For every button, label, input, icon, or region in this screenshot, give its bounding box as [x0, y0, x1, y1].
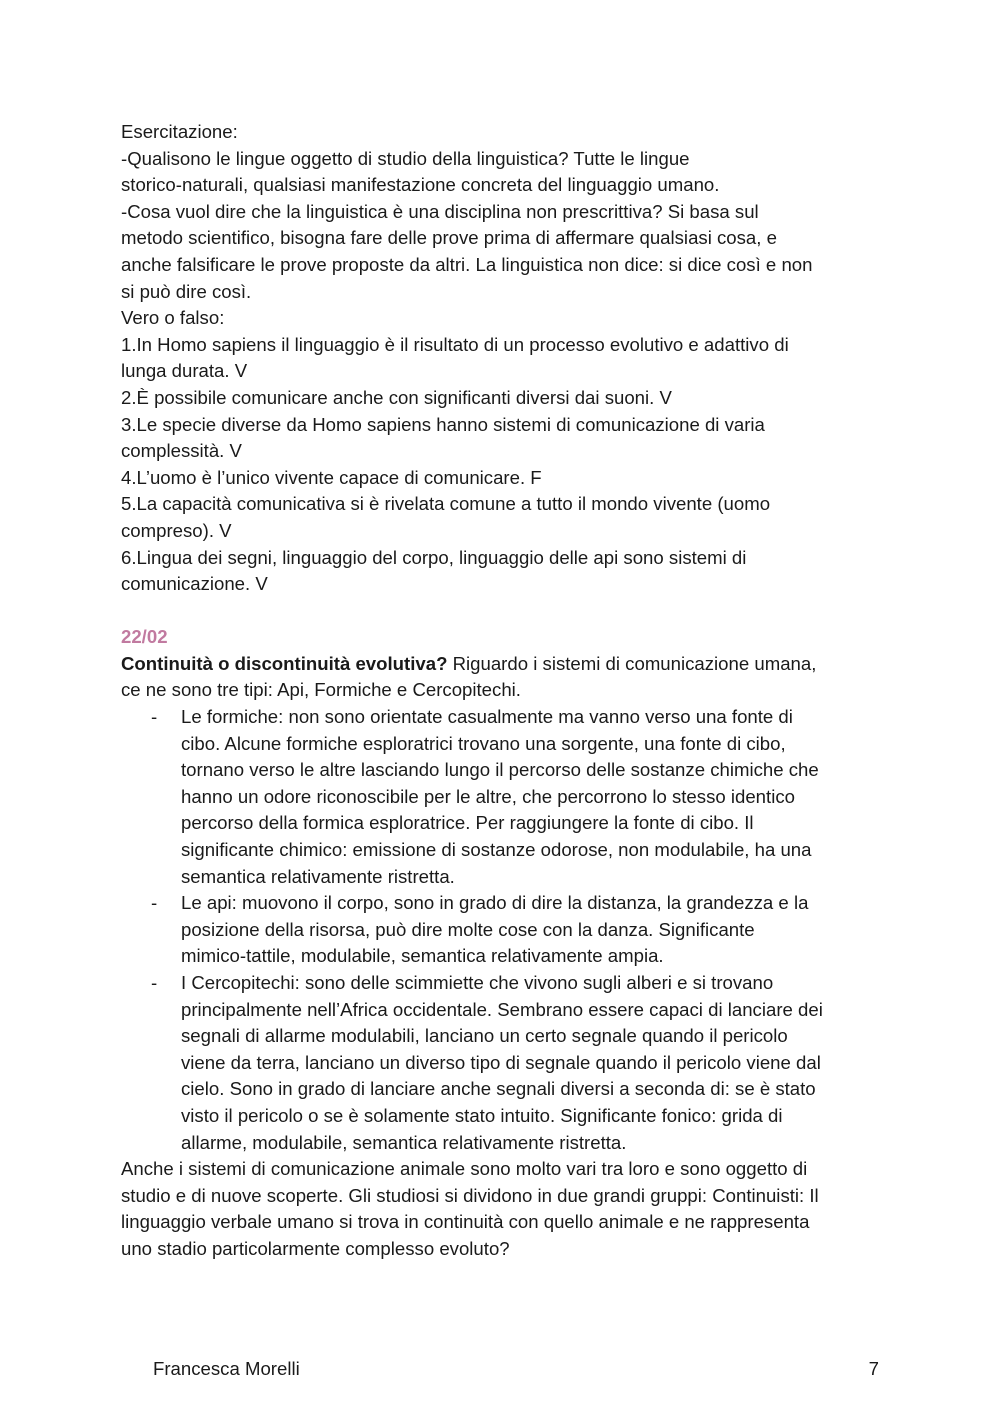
list-item-line: Le formiche: non sono orientate casualmente ma vanno verso una fonte di	[181, 706, 793, 728]
list-item-line: cibo. Alcune formiche esploratrici trovano una sorgente, una fonte di cibo,	[181, 732, 786, 754]
list-item-line: significante chimico: emissione di sostanze odorose, non modulabile, ha una	[181, 839, 812, 861]
text-line: -Qualisono le lingue oggetto di studio della linguistica? Tutte le lingue	[121, 147, 690, 169]
text-line: comunicazione. V	[121, 573, 268, 595]
text-line: anche falsificare le prove proposte da altri. La linguistica non dice: si dice così e non	[121, 253, 813, 275]
bullet-dash: -	[151, 892, 158, 914]
text-line: uno stadio particolarmente complesso evoluto?	[121, 1237, 510, 1259]
list-item-line: cielo. Sono in grado di lanciare anche segnali diversi a seconda di: se è stato	[181, 1078, 816, 1100]
footer-author: Francesca Morelli	[153, 1358, 300, 1379]
text-line: si può dire così.	[121, 280, 252, 302]
text-line: Vero o falso:	[121, 307, 225, 329]
text-line: Anche i sistemi di comunicazione animale sono molto vari tra loro e sono oggetto di	[121, 1158, 808, 1180]
list-item-line: percorso della formica esploratrice. Per raggiungere la fonte di cibo. Il	[181, 812, 754, 834]
text-line: 1.In Homo sapiens il linguaggio è il risultato di un processo evolutivo e adattivo di	[121, 333, 789, 355]
list-item-line: viene da terra, lanciano un diverso tipo di segnale quando il pericolo viene dal	[181, 1051, 821, 1073]
list-item-text	[181, 890, 891, 970]
bullet-dash: -	[151, 706, 158, 728]
section-heading-line2: ce ne sono tre tipi: Api, Formiche e Cercopitechi.	[121, 679, 521, 701]
page-number: 7	[868, 1358, 879, 1379]
list-item-line: segnali di allarme modulabili, lanciano un certo segnale quando il pericolo	[181, 1025, 788, 1047]
text-line: 6.Lingua dei segni, linguaggio del corpo, linguaggio delle api sono sistemi di	[121, 546, 747, 568]
section-date: 22/02	[121, 626, 168, 648]
bullet-list	[121, 704, 891, 1156]
exercise-section	[121, 119, 891, 598]
list-item-text	[181, 704, 891, 890]
list-item	[121, 970, 891, 1156]
text-line: -Cosa vuol dire che la linguistica è una disciplina non prescrittiva? Si basa sul	[121, 200, 759, 222]
section-heading-rest: Riguardo i sistemi di comunicazione umana,	[447, 652, 817, 674]
text-line: 2.È possibile comunicare anche con significanti diversi dai suoni. V	[121, 386, 672, 408]
list-item-line: I Cercopitechi: sono delle scimmiette che vivono sugli alberi e si trovano	[181, 972, 774, 993]
list-item-line: principalmente nell’Africa occidentale. Sembrano essere capaci di lanciare dei	[181, 998, 823, 1020]
text-line: Esercitazione:	[121, 121, 238, 142]
page-footer	[153, 1358, 879, 1380]
text-line: complessità. V	[121, 440, 242, 462]
text-line: 4.L’uomo è l’unico vivente capace di comunicare. F	[121, 466, 542, 488]
list-item-line: visto il pericolo o se è solamente stato intuito. Significante fonico: grida di	[181, 1104, 783, 1126]
document-body	[121, 119, 891, 1263]
list-item-line: tornano verso le altre lasciando lungo il percorso delle sostanze chimiche che	[181, 759, 819, 781]
list-item	[121, 704, 891, 890]
list-item-line: allarme, modulabile, semantica relativamente ristretta.	[181, 1131, 627, 1153]
text-line: 3.Le specie diverse da Homo sapiens hanno sistemi di comunicazione di varia	[121, 413, 765, 435]
text-line: lunga durata. V	[121, 360, 248, 382]
list-item	[121, 890, 891, 970]
closing-paragraph	[121, 1156, 891, 1262]
text-line: storico-naturali, qualsiasi manifestazione concreta del linguaggio umano.	[121, 174, 720, 196]
section-heading	[121, 651, 891, 678]
list-item-line: hanno un odore riconoscibile per le altre, che percorrono lo stesso identico	[181, 785, 795, 807]
text-line: metodo scientifico, bisogna fare delle prove prima di affermare qualsiasi cosa, e	[121, 227, 777, 249]
section-gap	[121, 598, 891, 625]
text-line: linguaggio verbale umano si trova in continuità con quello animale e ne rappresenta	[121, 1211, 810, 1233]
text-line: 5.La capacità comunicativa si è rivelata comune a tutto il mondo vivente (uomo	[121, 493, 771, 515]
text-line: compreso). V	[121, 519, 232, 541]
list-item-line: semantica relativamente ristretta.	[181, 865, 455, 887]
text-line: studio e di nuove scoperte. Gli studiosi si dividono in due grandi gruppi: Continuisti: Il	[121, 1184, 819, 1206]
list-item-text	[181, 970, 891, 1156]
section-heading-bold: Continuità o discontinuità evolutiva?	[121, 652, 448, 674]
list-item-line: mimico-tattile, modulabile, semantica relativamente ampia.	[181, 945, 664, 967]
list-item-line: posizione della risorsa, può dire molte cose con la danza. Significante	[181, 918, 755, 940]
list-item-line: Le api: muovono il corpo, sono in grado di dire la distanza, la grandezza e la	[181, 892, 809, 914]
bullet-dash: -	[151, 972, 158, 993]
